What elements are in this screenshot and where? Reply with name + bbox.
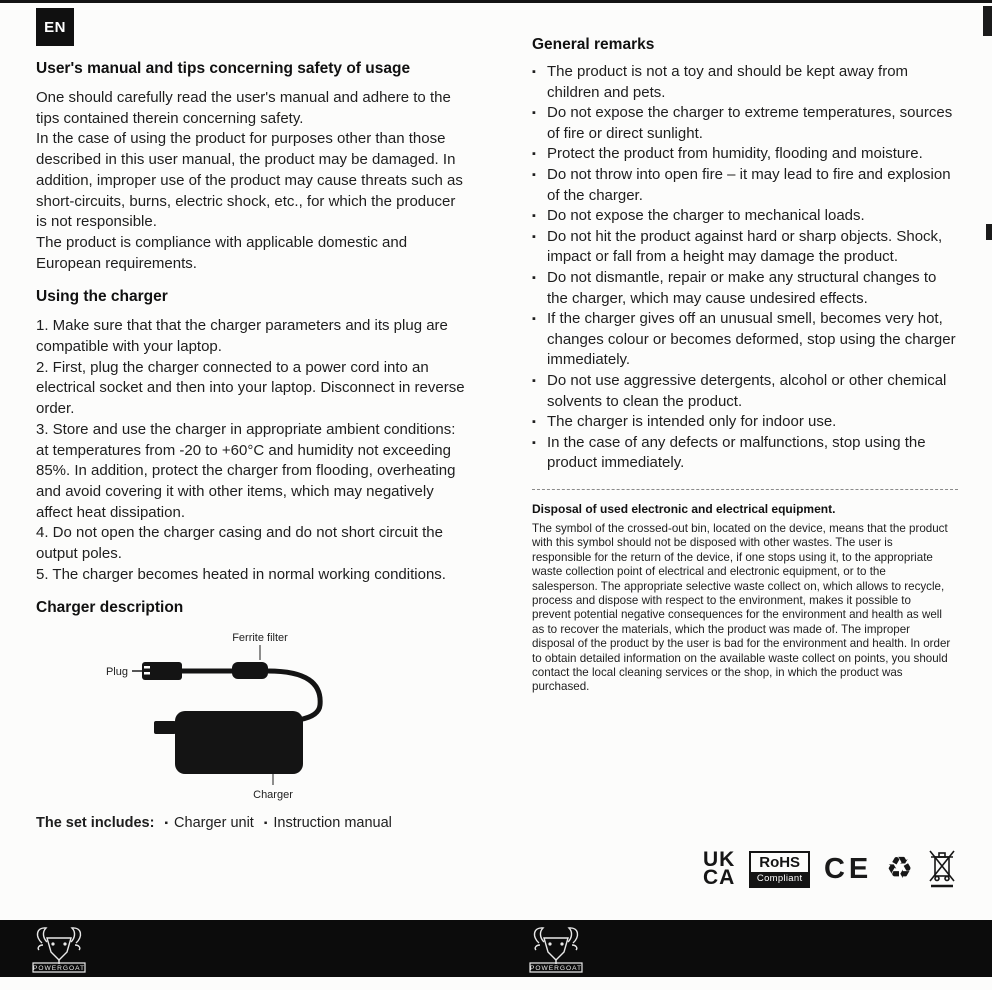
numbered-item: 5. The charger becomes heated in normal working conditions.	[36, 565, 446, 583]
paragraph: In the case of using the product for purposes other than those described in this user manual, the product may be damaged. In addition, improper use of the product may cause threats such as short-circuits, burns, electric shock, etc., for which the producer is not responsible.	[36, 130, 463, 231]
list-item: ▪ Do not hit the product against hard or sharp objects. Shock, impact or fall from a height may damage the product.	[532, 227, 958, 268]
ukca-bottom: CA	[703, 866, 736, 889]
numbered-item: 4. Do not open the charger casing and do not short circuit the output poles.	[36, 524, 443, 563]
language-badge: EN	[36, 8, 74, 46]
numbered-item: 3. Store and use the charger in appropriate ambient conditions: at temperatures from -20 to +60°C and humidity not exceeding 85%. In addition, protect the charger from flooding, overheating and avoid covering it with other items, which may negatively affect heat dissipation.	[36, 420, 456, 521]
ukca-mark	[703, 848, 736, 889]
weee-bin-icon	[927, 848, 957, 890]
powergoat-logo-icon	[527, 924, 585, 974]
plug-shape	[142, 662, 182, 680]
set-includes-line	[36, 815, 470, 831]
charger-body-shape	[175, 711, 303, 774]
rohs-label: RoHS	[759, 853, 801, 871]
plug-label: Plug	[105, 666, 128, 679]
ce-mark: CE	[823, 852, 873, 885]
scan-artifact	[986, 224, 992, 240]
list-item: ▪ Do not expose the charger to extreme temperatures, sources of fire or direct sunlight.	[532, 103, 958, 144]
scan-artifact	[983, 6, 992, 36]
disposal-body: The symbol of the crossed-out bin, located on the device, means that the product with this symbol should not be disposed with other wastes. The user is responsible for the return of the device, if one stops using it, to the appropriate waste collection point of electrical and electronic equipment, or to the salesperson. The appropriate selective waste collect on, which allows to recycle, process and dispose with respect to the environment, makes it possible to prevent potential negative consequences for the environment and health as well as to recover the materials, which the product was made of. The improper disposal of the product by the user is bad for the environment and health. In order to obtain detailed information on the available waste collect on points, you should contact the local cleaning services or the shop, in which the product was purchased.	[532, 521, 951, 694]
dashed-divider	[532, 489, 958, 490]
ukca-top: UK	[703, 848, 736, 871]
footer-brand-bar	[0, 920, 992, 977]
set-includes-label: The set includes:	[36, 815, 155, 832]
list-item: ▪ Do not expose the charger to mechanical loads.	[532, 206, 958, 227]
brand-name: POWERGOAT	[529, 964, 583, 972]
charger-diagram	[50, 627, 470, 809]
list-item: ▪ Protect the product from humidity, flooding and moisture.	[532, 144, 958, 165]
list-item: ▪ Do not throw into open fire – it may lead to fire and explosion of the charger.	[532, 165, 958, 206]
list-item: ▪ If the charger gives off an unusual smell, becomes very hot, changes colour or becomes deformed, stop using the charger immediately.	[532, 309, 958, 371]
numbered-item: 1. Make sure that that the charger parameters and its plug are compatible with your laptop.	[36, 317, 448, 356]
using-charger-list	[36, 316, 470, 585]
recycle-icon: ♻	[886, 852, 914, 885]
set-includes-item: ▪ Charger unit	[164, 815, 253, 831]
paragraph: One should carefully read the user's manual and adhere to the tips contained therein concerning safety.	[36, 89, 451, 127]
safety-heading: User's manual and tips concerning safety of usage	[36, 60, 411, 77]
rohs-compliant-label: Compliant	[751, 872, 808, 886]
scan-top-edge	[0, 0, 992, 3]
general-remarks-list	[532, 62, 958, 474]
disposal-heading: Disposal of used electronic and electrical equipment.	[532, 501, 836, 516]
charger-label: Charger	[253, 789, 293, 802]
ferrite-filter-label: Ferrite filter	[232, 632, 288, 645]
set-includes-item: ▪ Instruction manual	[264, 815, 392, 831]
numbered-item: 2. First, plug the charger connected to a power cord into an electrical socket and then into your laptop. Disconnect in reverse order.	[36, 358, 465, 418]
safety-paragraphs	[36, 88, 470, 274]
ferrite-filter-shape	[232, 662, 268, 679]
general-remarks-heading: General remarks	[532, 36, 655, 53]
list-item: ▪ The charger is intended only for indoor use.	[532, 412, 958, 433]
paragraph: The product is compliance with applicable domestic and European requirements.	[36, 233, 408, 272]
list-item: ▪ Do not use aggressive detergents, alcohol or other chemical solvents to clean the product.	[532, 371, 958, 412]
list-item: ▪ In the case of any defects or malfunctions, stop using the product immediately.	[532, 433, 958, 474]
left-column	[36, 60, 470, 831]
powergoat-logo-icon	[30, 924, 88, 974]
rohs-mark	[749, 851, 810, 888]
list-item: ▪ Do not dismantle, repair or make any structural changes to the charger, which may cause undesired effects.	[532, 268, 958, 309]
charger-description-heading: Charger description	[36, 599, 184, 617]
list-item: ▪ The product is not a toy and should be kept away from children and pets.	[532, 62, 958, 103]
certification-marks	[703, 843, 957, 895]
right-column	[532, 36, 958, 695]
using-charger-heading: Using the charger	[36, 288, 168, 306]
brand-name: POWERGOAT	[32, 964, 86, 972]
